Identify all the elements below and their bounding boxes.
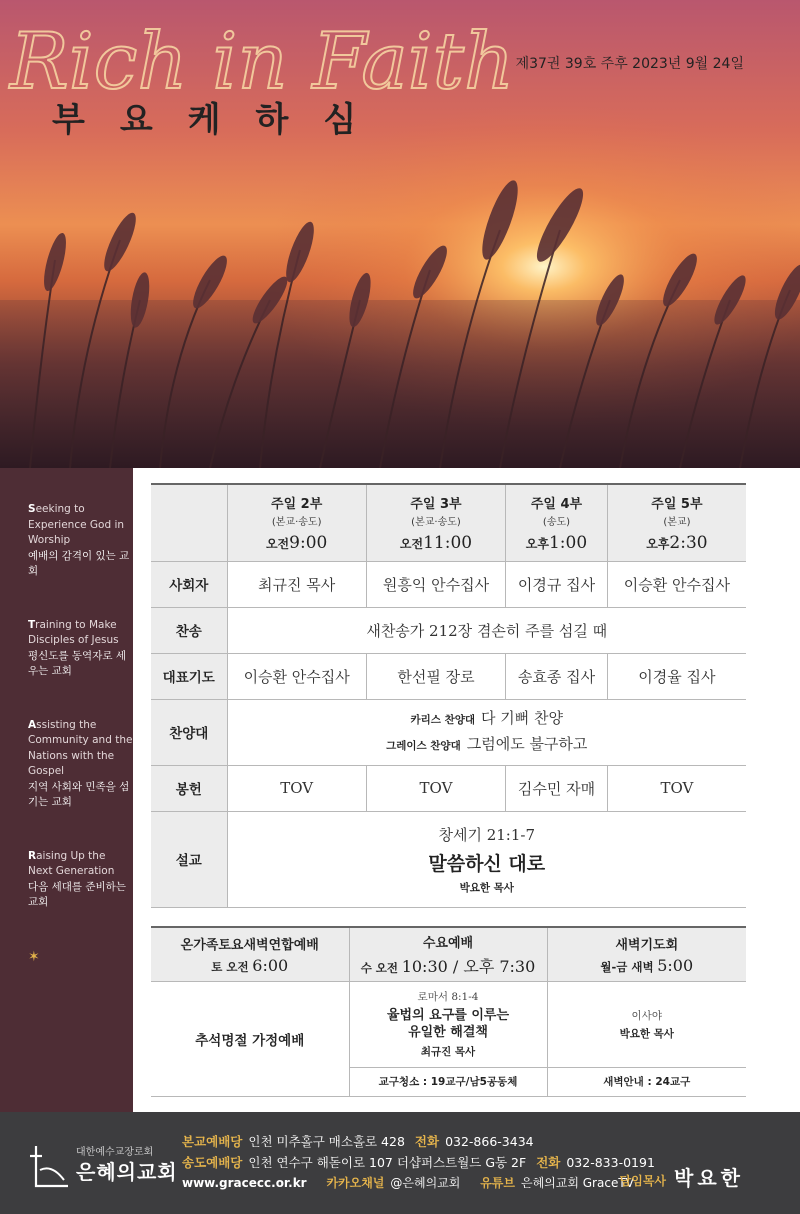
pastor-name: 박요한 [674,1166,744,1190]
saturday-content: 추석명절 가정예배 [151,981,349,1096]
mission-english: eeking to Experience God in Worship [28,503,125,546]
choir-cell [227,699,746,765]
songdo-address: 인천 연수구 해돋이로 107 더샵퍼스트월드 G동 2F [248,1155,527,1170]
kakao-channel[interactable]: @은혜의교회 [390,1176,461,1190]
presider-cell: 최규진 목사 [227,561,366,607]
prayer-cell: 한선필 장로 [366,653,505,699]
row-label: 대표기도 [151,653,227,699]
offering-cell: TOV [366,765,505,811]
dawn-note: 새벽안내 : 24교구 [547,1067,746,1096]
row-label: 봉헌 [151,765,227,811]
songdo-campus-line: 송도예배당 인천 연수구 해돋이로 107 더샵퍼스트월드 G동 2F 전화 032-833-0191 [182,1155,655,1170]
table-row-sermon [151,811,746,907]
offering-cell: TOV [607,765,746,811]
dawn-content [547,981,746,1067]
choir-name: 그레이스 찬양대 [386,740,461,752]
script-title: Rich in Faith [10,17,515,107]
presider-cell: 원흥익 안수집사 [366,561,505,607]
wednesday-reference: 로마서 8:1-4 [417,991,479,1003]
mission-block [28,718,133,811]
mission-block [28,849,133,911]
main-phone: 032-866-3434 [445,1134,534,1149]
row-label: 찬양대 [151,699,227,765]
senior-pastor: 담임목사 박요한 [619,1166,744,1190]
hymn-cell: 새찬송가 212장 겸손히 주를 섬길 때 [227,607,746,653]
service-header-row [151,484,746,561]
table-row-choir [151,699,746,765]
weekday-header-row [151,927,746,981]
korean-title: 부요케하심 [52,100,392,140]
wednesday-title: 율법의 요구를 이루는 유일한 해결책 [386,1008,510,1040]
choir-song: 그럼에도 불구하고 [466,735,588,753]
wednesday-preacher: 최규진 목사 [420,1046,476,1058]
main-address: 인천 미추홀구 매소홀로 428 [248,1134,405,1149]
website-link[interactable]: www.gracecc.or.kr [182,1176,307,1190]
mission-korean: 다음 세대를 준비하는 교회 [28,880,126,908]
footer [0,1112,800,1214]
weekday-content-row [151,981,746,1067]
youtube-channel[interactable]: 은혜의교회 GraceTV [520,1176,634,1190]
mission-initial: T [28,618,36,631]
dawn-header: 새벽기도회 월-금 새벽 5:00 [547,927,746,981]
row-label: 설교 [151,811,227,907]
table-row-offering [151,765,746,811]
mission-initial: S [28,503,36,515]
service-header: 주일 2부 (본교·송도) 오전9:00 [227,484,366,561]
sermon-cell [227,811,746,907]
mission-korean: 평신도를 동역자로 세우는 교회 [28,649,126,677]
sunday-service-table [151,483,746,908]
church-name: 은혜의교회 [76,1160,178,1184]
songdo-phone: 032-833-0191 [566,1155,655,1170]
offering-cell: 김수민 자매 [506,765,608,811]
wednesday-content [349,981,547,1067]
mission-korean: 지역 사회와 민족을 섬기는 교회 [28,780,130,808]
table-row-prayer [151,653,746,699]
mission-english: aising Up the Next Generation [28,849,115,877]
prayer-cell: 송효종 집사 [506,653,608,699]
service-header: 주일 3부 (본교·송도) 오전11:00 [366,484,505,561]
mission-english: ssisting the Community and the Nations with the Gospel [28,718,133,777]
service-header: 주일 5부 (본교) 오후2:30 [607,484,746,561]
cover-image [0,0,800,468]
wednesday-header: 수요예배 수 오전 10:30 / 오후 7:30 [349,927,547,981]
main-campus-line: 본교예배당 인천 미추홀구 매소홀로 428 전화 032-866-3434 [182,1134,534,1149]
table-row-hymn [151,607,746,653]
mission-english: raining to Make Disciples of Jesus [28,618,119,646]
dawn-reference: 이사야 [631,1009,662,1022]
saturday-header: 온가족토요새벽연합예배 토 오전 6:00 [151,927,349,981]
presider-cell: 이승환 안수집사 [607,561,746,607]
offering-cell: TOV [227,765,366,811]
row-label: 찬송 [151,607,227,653]
issue-date: 제37권 39호 주후 2023년 9월 24일 [515,56,744,72]
mission-korean: 예배의 감격이 있는 교회 [28,549,130,577]
sermon-preacher: 박요한 목사 [459,881,514,894]
presider-cell: 이경규 집사 [506,561,608,607]
mission-initial: R [28,849,37,862]
mission-block [28,502,133,580]
row-label: 사회자 [151,561,227,607]
star-icon: ✶ [28,948,40,965]
wednesday-note: 교구청소 : 19교구/남5공동체 [349,1067,547,1096]
choir-song: 다 기뻐 찬양 [481,709,563,727]
weekday-service-table [151,926,746,1097]
dawn-preacher: 박요한 목사 [619,1027,674,1040]
sidebar [0,468,133,1112]
prayer-cell: 이경율 집사 [607,653,746,699]
contact-line: www.gracecc.or.kr 카카오채널 @은혜의교회 유튜브 은혜의교회 GraceTV [182,1176,634,1190]
mission-block [28,618,133,680]
prayer-cell: 이승환 안수집사 [227,653,366,699]
table-row-presider [151,561,746,607]
mission-initial: A [28,718,37,731]
denomination: 대한예수교장로회 [76,1147,154,1158]
sermon-reference: 창세기 21:1-7 [438,825,536,844]
service-header: 주일 4부 (송도) 오후1:00 [506,484,608,561]
choir-name: 카리스 찬양대 [410,714,475,726]
sermon-title: 말씀하신 대로 [428,852,546,875]
